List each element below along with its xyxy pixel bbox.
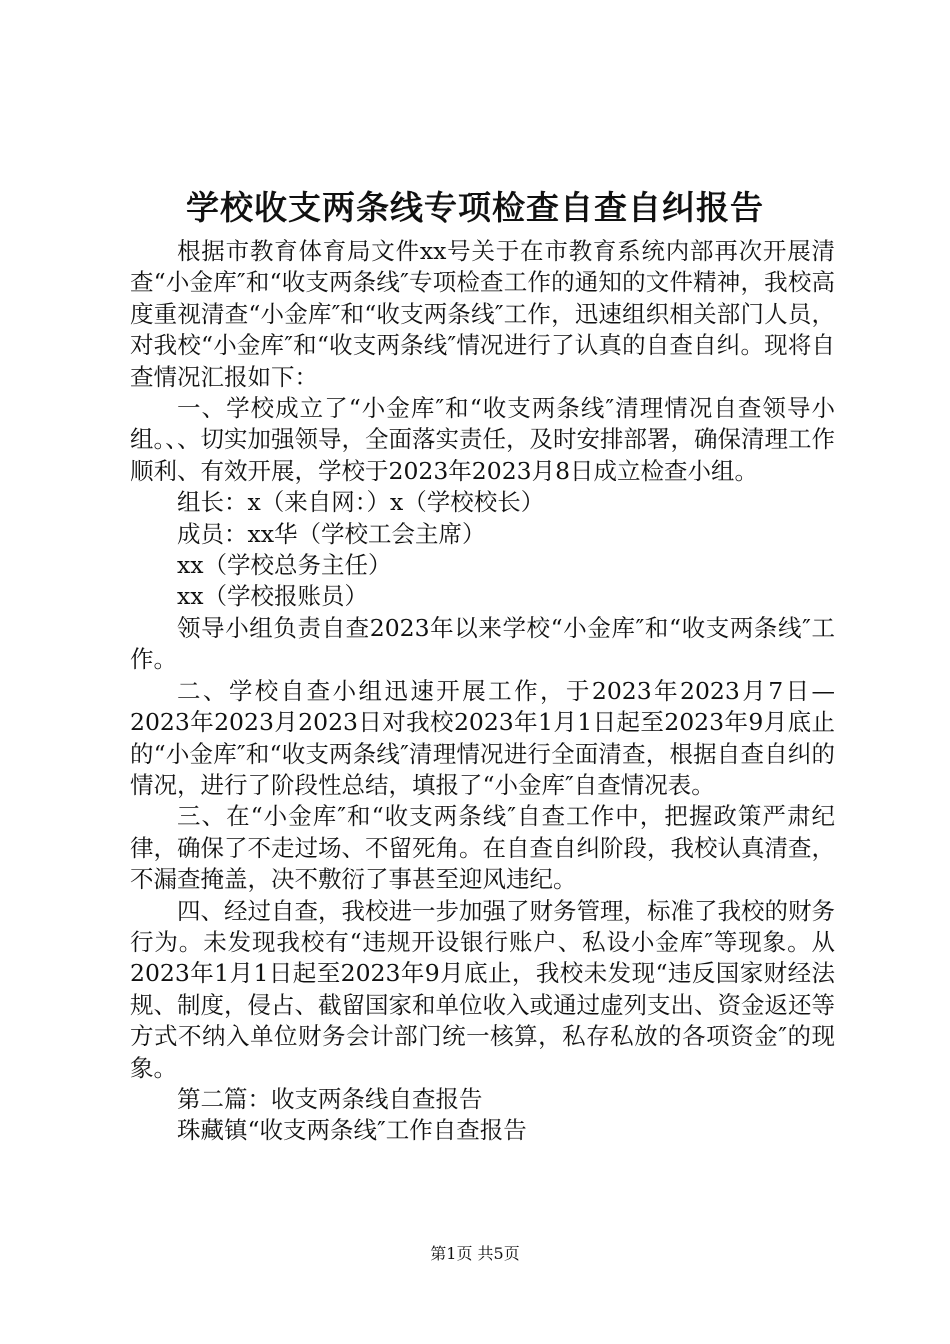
- document-body: [130, 236, 835, 1147]
- document-title: 学校收支两条线专项检查自查自纠报告: [186, 188, 764, 227]
- paragraph-section-1: 一、学校成立了“小金库″和“收支两条线″清理情况自查领导小组。、、切实加强领导，全面落实责任，及时安排部署，确保清理工作顺利、有效开展，学校于2023年2023月8日成立检查小组。: [130, 394, 835, 485]
- paragraph-part-2-title: 珠藏镇“收支两条线″工作自查报告: [177, 1116, 527, 1145]
- paragraph-section-3: 三、在“小金库″和“收支两条线″自查工作中，把握政策严肃纪律，确保了不走过场、不留死角。在自查自纠阶段，我校认真清查，不漏查掩盖，决不敷衍了事甚至迎风违纪。: [130, 802, 835, 894]
- page-number-footer: 第1页 共5页: [430, 1244, 520, 1263]
- paragraph-member-2: xx（学校总务主任）: [177, 551, 392, 580]
- paragraph-section-2: 二、学校自查小组迅速开展工作，于2023年2023月7日—2023年2023月2023日对我校2023年1月1日起至2023年9月底止的“小金库″和“收支两条线″清理情况进行全面清查，根据自查自纠的情况，进行了阶段性总结，填报了“小金库″自查情况表。: [130, 676, 835, 799]
- paragraph-intro: 根据市教育体育局文件xx号关于在市教育系统内部再次开展清查“小金库″和“收支两条线″专项检查工作的通知的文件精神，我校高度重视清查“小金库″和“收支两条线″工作，迅速组织相关部门人员，对我校“小金库″和“收支两条线″情况进行了认真的自查自纠。现将自查情况汇报如下：: [130, 237, 835, 391]
- paragraph-member-3: xx（学校报账员）: [177, 582, 369, 611]
- paragraph-section-4: 四、经过自查，我校进一步加强了财务管理，标准了我校的财务行为。未发现我校有“违规开设银行账户、私设小金库″等现象。从2023年1月1日起至2023年9月底止，我校未发现“违反国家财经法规、制度，侵占、截留国家和单位收入或通过虚列支出、资金返还等方式不纳入单位财务会计部门统一核算，私存私放的各项资金″的现象。: [130, 896, 835, 1082]
- paragraph-group-leader: 组长：x（来自网：）x（学校校长）: [177, 488, 545, 517]
- paragraph-group-duty: 领导小组负责自查2023年以来学校“小金库″和“收支两条线″工作。: [130, 613, 835, 674]
- paragraph-members: 成员：xx华（学校工会主席）: [177, 519, 486, 548]
- paragraph-part-2-heading: 第二篇：收支两条线自查报告: [177, 1084, 483, 1113]
